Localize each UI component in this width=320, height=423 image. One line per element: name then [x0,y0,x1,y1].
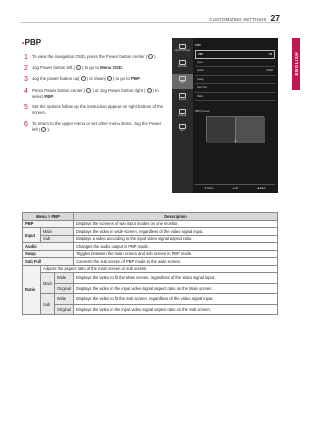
osd-sidebar-item-pbp [172,74,193,89]
row-description: Displays a video according to the input video signal aspect ratio. [73,235,277,243]
osd-sidebar-label: Function [178,66,187,68]
table-header-description: Description [73,213,277,221]
osd-row-swap [195,76,275,85]
step-5 [24,104,164,116]
osd-sidebar-item-system [172,93,193,101]
osd-sidebar [172,38,193,193]
row-description: Converts the sub screen of PBP mode to the wide screen. [73,258,277,266]
osd-sidebar-label: Settings [178,115,187,117]
step-number: 5 [24,104,28,112]
language-tab [292,38,300,90]
osd-sidebar-label: Quick Settings [175,50,190,52]
osd-row-label: Swap [197,77,204,81]
language-label: ENGLISH [293,52,299,76]
osd-footer [195,184,275,190]
table-row [23,304,278,315]
step-number: 6 [24,120,28,128]
row-description: Adjusts the aspect ratio of the main screen or sub screen. [41,265,278,273]
osd-row-label: Sub Full [197,86,207,90]
step-4 [24,88,164,100]
osd-row-pbp [195,50,275,59]
row-key: Input [23,228,41,243]
osd-row-label: PBP [198,52,204,56]
row-description: Toggles between the main screen and sub screen in PBP mode. [73,250,277,258]
steps-list [24,54,164,137]
preview-caption: Off [234,141,237,143]
step-text: Press Power button center ( ) or Jog Power button right ( ) to select PBP. [32,87,159,99]
row-option: Original [54,283,73,294]
row-description: Displays the video to fit the Sub screen, regardless of the video signal input. [73,294,277,305]
table-row [23,250,278,258]
step-number: 3 [24,76,28,84]
row-option: Original [54,304,73,315]
jog-down-icon [107,76,112,81]
row-description: Displays the video in the input video signal aspect ratio on the Sub screen. [73,304,277,315]
pbp-icon [179,76,186,81]
row-key: PBP [23,220,74,228]
table-row [23,235,278,243]
power-button-icon [86,88,91,93]
osd-row-sub-full [195,84,275,93]
osd-row-label: Ratio [197,94,204,98]
osd-sidebar-item-settings [172,109,193,117]
osd-preview-label: PBP Preview [195,110,210,113]
row-sub-key: Main [41,273,55,294]
osd-row-audio [195,67,275,76]
row-key: Swap [23,250,74,258]
jog-right-icon [147,88,152,93]
step-1 [24,54,164,61]
row-sub-key: Sub [41,235,74,243]
step-text: To view the navigation OSD, press the Power button center ( ). [32,54,157,59]
osd-row-value: HDMI [266,69,273,73]
step-3 [24,76,164,83]
osd-row-label: Audio [197,69,204,73]
osd-sidebar-item-quick-settings [172,44,193,52]
osd-row-value: Off [268,52,272,56]
osd-sidebar-label: Exit [180,130,185,132]
row-description: Displays the video to fit the Main screen, regardless of the video signal input. [73,273,277,284]
osd-row-ratio [195,93,275,102]
row-description: Displays the video in the input video signal aspect ratio on the Main screen. [73,283,277,294]
section-title [22,38,41,47]
jog-left-icon [76,65,81,70]
exit-icon [179,124,186,129]
step-number: 2 [24,65,28,73]
osd-panel-title: PBP [195,43,202,47]
table-row [23,294,278,305]
step-text: Jog Power button left ( ) to go to Menu OSD. [32,65,124,71]
row-description: Displays the screens of two input modes on one monitor. [73,220,277,228]
bullet-icon: • [22,41,25,47]
row-sub-key: Sub [41,294,55,315]
osd-menu-panel [195,43,275,142]
table-row [23,273,278,284]
step-text: Set the options follow up the instruction appear on right bottom of the screen. [32,104,164,116]
jog-left-icon [41,127,46,132]
pbp-description-table [22,212,278,315]
function-icon [179,60,186,65]
quick-settings-icon [179,44,186,49]
step-6 [24,121,164,133]
row-option: Wide [54,273,73,284]
osd-sidebar-label: System [178,99,187,101]
table-header-menu: Menu > PBP [23,213,74,221]
page-number: 27 [270,13,280,23]
table-row [23,243,278,251]
table-row [23,258,278,266]
osd-sidebar-item-function [172,60,193,68]
table-header-row [23,213,278,221]
step-number: 1 [24,54,28,61]
osd-sidebar-label: PBP [180,82,185,84]
row-option: Wide [54,294,73,305]
osd-footer-move: ✥ Move [204,187,214,190]
row-description: Displays the video in wide-screen, regardless of the video signal input. [73,228,277,236]
step-number: 4 [24,87,28,95]
table-row [23,228,278,236]
preview-main-screen [207,117,236,143]
row-key: Ratio [23,265,41,315]
power-button-icon [148,54,153,59]
jog-up-icon [81,76,86,81]
osd-row-input [195,59,275,68]
system-icon [179,93,186,98]
preview-sub-screen [236,117,265,143]
osd-footer-ok: ● OK [232,187,239,190]
table-row [23,283,278,294]
osd-screenshot [172,38,278,193]
osd-row-label: Input [197,60,203,64]
row-key: Sub Full [23,258,74,266]
header-divider [20,22,280,23]
chapter-title: CUSTOMIZING SETTINGS [209,17,267,22]
row-key: Audio [23,243,74,251]
osd-pbp-preview [206,116,264,142]
row-description: Changes the audio output in PBP mode. [73,243,277,251]
table-row [23,220,278,228]
step-2 [24,65,164,72]
table-row [23,265,278,273]
step-text: Jog the power button up( ) or down( ) to go to PBP. [32,76,142,82]
section-title-text: PBP [24,38,42,47]
osd-footer-back: ◀ Back [257,187,266,190]
settings-icon [179,109,186,114]
step-text: To return to the upper menu or set other menu items, Jog the Power left ( ). [32,120,162,132]
osd-sidebar-item-exit [172,124,193,132]
row-sub-key: Main [41,228,74,236]
